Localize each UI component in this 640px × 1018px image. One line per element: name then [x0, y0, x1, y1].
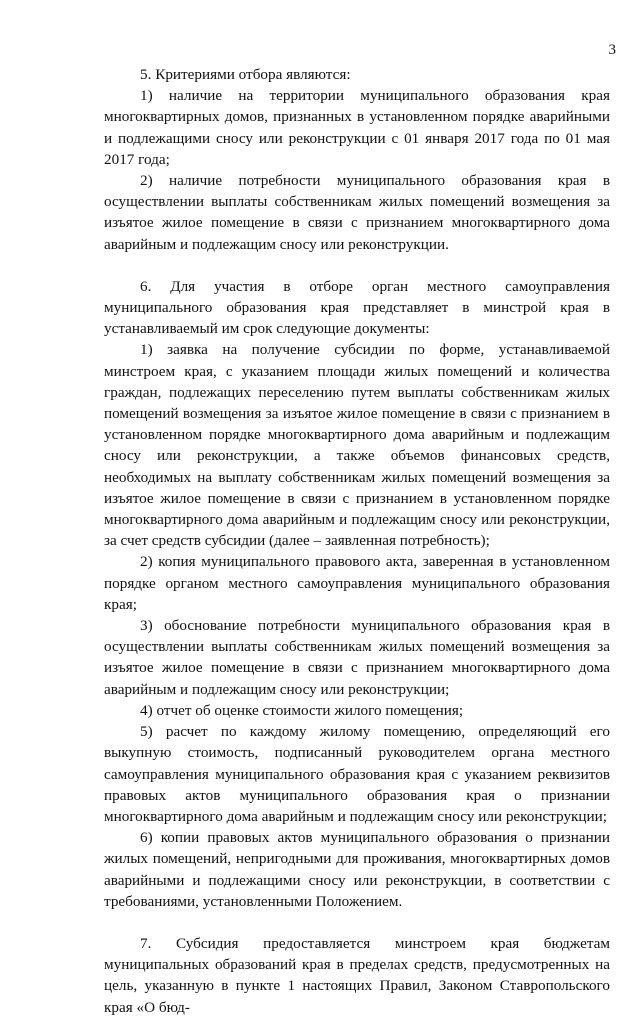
paragraph: 1) заявка на получение субсидии по форме, устанавливаемой минстроем края, с указанием площади жилых помещений и количества граждан, подлежащих переселению путем выплаты собственникам жилых помещений возмещения за изъятое жилое помещение в связи с признанием в установленном порядке многоквартирного дома аварийным и подлежащим сносу или реконструкции, а также объемов финансовых средств, необходимых на выплату собственникам жилых помещений возмещения за изъятое жилое помещение в связи с признанием в установленном порядке многоквартирного дома аварийным и подлежащим сносу или реконструкции, за счет средств субсидии (далее – заявленная потребность); — [104, 341, 610, 550]
paragraph: 3) обоснование потребности муниципального образования края в осуществлении выплаты собственникам жилых помещений возмещения за изъятое жилое помещение в связи с признанием многоквартирного дома аварийным и подлежащим сносу или реконструкции; — [104, 617, 610, 698]
paragraph-gap — [104, 255, 610, 276]
paragraph-gap — [104, 912, 610, 933]
paragraph: 6) копии правовых актов муниципального образования о признании жилых помещений, непригодными для проживания, многоквартирных домов аварийными и подлежащими сносу или реконструкции, в соответствии с требованиями, установленными Положением. — [104, 829, 610, 910]
paragraph: 2) копия муниципального правового акта, заверенная в установленном порядке органом местного самоуправления муниципального образования края; — [104, 553, 610, 613]
paragraph: 1) наличие на территории муниципального образования края многоквартирных домов, признанных в установленном порядке аварийными и подлежащими сносу или реконструкции с 01 января 2017 года по 01 мая 2017 года; — [104, 87, 610, 168]
paragraph: 2) наличие потребности муниципального образования края в осуществлении выплаты собственникам жилых помещений возмещения за изъятое жилое помещение в связи с признанием многоквартирного дома аварийным и подлежащим сносу или реконструкции. — [104, 172, 610, 253]
paragraph: 4) отчет об оценке стоимости жилого помещения; — [140, 701, 464, 719]
paragraph: 6. Для участия в отборе орган местного самоуправления муниципального образования края представляет в минстрой края в устанавливаемый им срок следующие документы: — [104, 277, 610, 338]
paragraph: 5) расчет по каждому жилому помещению, определяющий его выкупную стоимость, подписанный руководителем органа местного самоуправления муниципального образования края с указанием реквизитов правовых актов муниципального образования края о признании многоквартирного дома аварийным и подлежащим сносу или реконструкции; — [104, 723, 610, 825]
document-body — [104, 64, 610, 1018]
paragraph: 5. Критериями отбора являются: — [140, 66, 351, 83]
page-number: 3 — [608, 42, 616, 58]
paragraph: 7. Субсидия предоставляется минстроем края бюджетам муниципальных образований края в пределах средств, предусмотренных на цель, указанную в пункте 1 настоящих Правил, Законом Ставропольского края «О бюд- — [104, 934, 610, 1016]
